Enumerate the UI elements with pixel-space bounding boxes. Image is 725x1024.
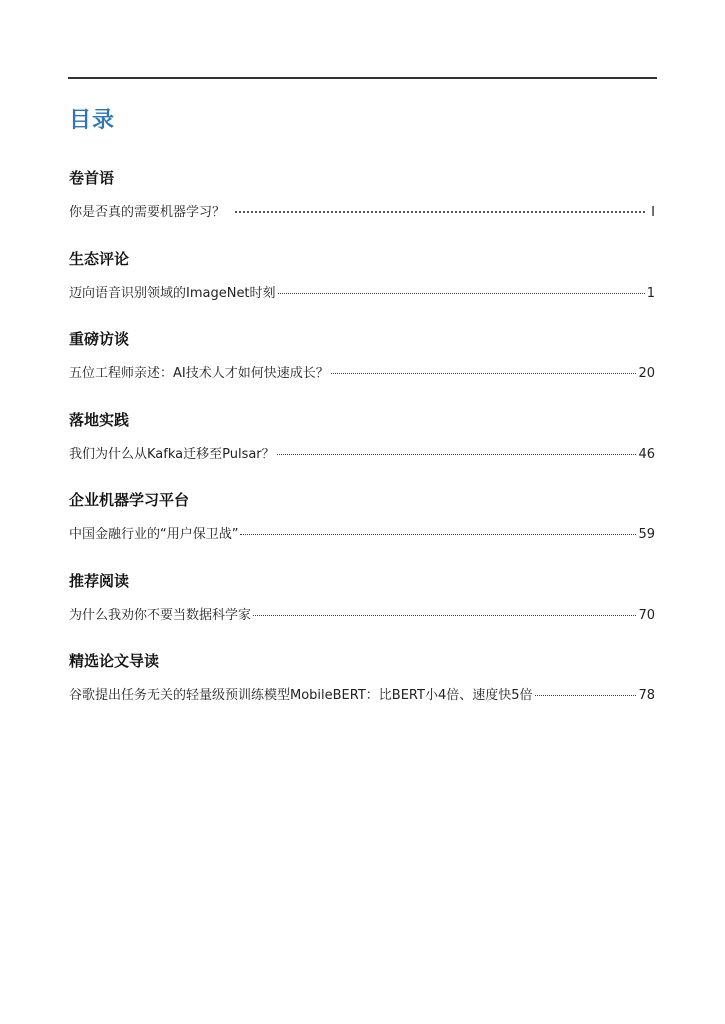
dot-leader xyxy=(240,534,636,535)
page-number: 20 xyxy=(638,366,655,381)
toc-entry[interactable] xyxy=(69,282,655,301)
toc-section xyxy=(69,326,655,407)
entry-title: 为什么我劝你不要当数据科学家 xyxy=(69,607,252,623)
dot-leader xyxy=(235,211,645,213)
page-number: I xyxy=(651,205,655,220)
page-number: 70 xyxy=(638,607,655,623)
toc-entry[interactable] xyxy=(69,523,655,542)
entry-title: 五位工程师亲述：AI技术人才如何快速成长？ xyxy=(69,366,329,381)
table-of-contents xyxy=(69,165,655,729)
toc-entry[interactable] xyxy=(69,443,655,462)
section-heading: 生态评论 xyxy=(69,249,130,268)
entry-title: 谷歌提出任务无关的轻量级预训练模型MobileBERT：比BERT小4倍、速度快5倍 xyxy=(69,688,533,703)
toc-section xyxy=(69,648,655,729)
header-rule xyxy=(68,77,657,79)
page-number: 78 xyxy=(638,688,655,703)
section-heading: 企业机器学习平台 xyxy=(69,491,190,509)
toc-section xyxy=(69,165,655,246)
section-heading: 落地实践 xyxy=(69,410,130,429)
toc-section xyxy=(69,487,655,568)
entry-title: 你是否真的需要机器学习？ xyxy=(69,205,226,220)
toc-entry[interactable] xyxy=(69,604,655,623)
toc-entry[interactable] xyxy=(69,362,655,381)
toc-section xyxy=(69,246,655,327)
page-number: 46 xyxy=(638,446,655,462)
section-heading: 卷首语 xyxy=(69,169,115,187)
section-heading: 精选论文导读 xyxy=(69,652,160,670)
section-heading: 推荐阅读 xyxy=(69,571,130,590)
dot-leader xyxy=(278,293,645,294)
toc-entry[interactable] xyxy=(69,684,655,703)
dot-leader xyxy=(331,373,637,374)
page-number: 59 xyxy=(638,527,655,542)
toc-title: 目录 xyxy=(69,108,116,133)
dot-leader xyxy=(253,615,636,616)
page-number: 1 xyxy=(646,285,655,301)
dot-leader xyxy=(535,695,637,696)
toc-entry[interactable] xyxy=(69,201,655,220)
entry-title: 我们为什么从Kafka迁移至Pulsar？ xyxy=(69,446,275,462)
toc-section xyxy=(69,407,655,488)
dot-leader xyxy=(277,454,637,455)
entry-title: 迈向语音识别领域的ImageNet时刻 xyxy=(69,285,276,301)
toc-section xyxy=(69,568,655,649)
section-heading: 重磅访谈 xyxy=(69,330,130,348)
entry-title: 中国金融行业的“用户保卫战” xyxy=(69,527,239,542)
